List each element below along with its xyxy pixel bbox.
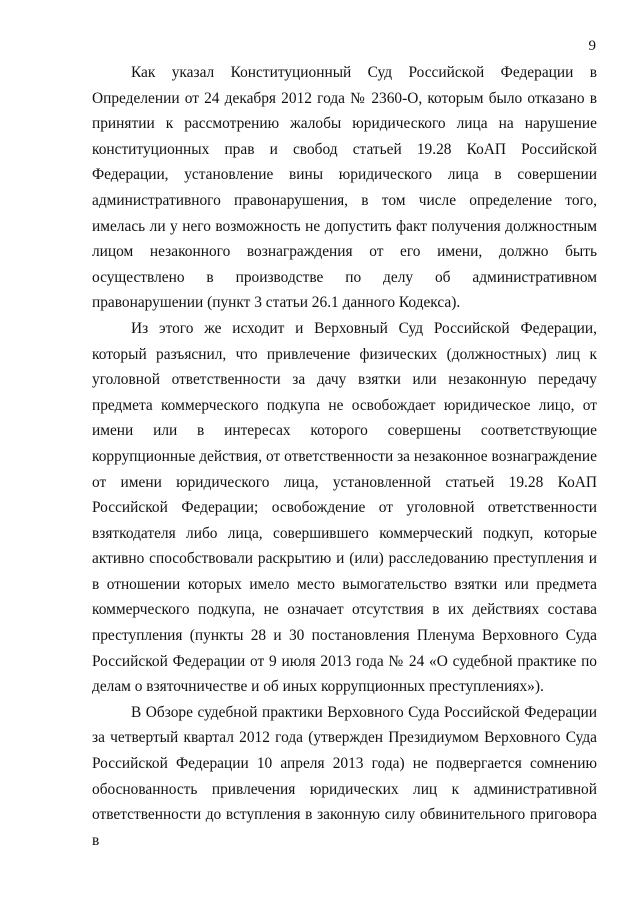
paragraph-2: Из этого же исходит и Верховный Суд Российской Федерации, который разъяснил, что привлечение физических (должностных) лиц к уголовной ответственности за дачу взятки или незаконную передачу предмета коммерческого подкупа не освобождает юридическое лицо, от имени или в интересах которого совершены соответствующие коррупционные действия, от ответственности за незаконное вознаграждение от имени юридического лица, установленной статьей 19.28 КоАП Российской Федерации; освобождение от уголовной ответственности взяткодателя либо лица, совершившего коммерческий подкуп, которые активно способствовали раскрытию и (или) расследованию преступления и в отношении которых имело место вымогательство взятки или предмета коммерческого подкупа, не означает отсутствия в их действиях состава преступления (пункты 28 и 30 постановления Пленума Верховного Суда Российской Федерации от 9 июля 2013 года № 24 «О судебной практике по делам о взяточничестве и об иных коррупционных преступлениях»).	[92, 319, 597, 696]
page-number: 9	[588, 38, 596, 54]
paragraph-1: Как указал Конституционный Суд Российской Федерации в Определении от 24 декабря 2012 года № 2360-О, которым было отказано в принятии к рассмотрению жалобы юридического лица на нарушение конституционных прав и свобод статьей 19.28 КоАП Российской Федерации, установление вины юридического лица в совершении административного правонарушения, в том числе определение того, имелась ли у него возможность не допустить факт получения должностным лицом незаконного вознаграждения от его имени, должно быть осуществлено в производстве по делу об административном правонарушении (пункт 3 статьи 26.1 данного Кодекса).	[92, 64, 597, 312]
document-body	[92, 60, 597, 853]
paragraph-3: В Обзоре судебной практики Верховного Суда Российской Федерации за четвертый квартал 2012 года (утвержден Президиумом Верховного Суда Российской Федерации 10 апреля 2013 года) не подвергается сомнению обоснованность привлечения юридических лиц к административной ответственности до вступления в законную силу обвинительного приговора в	[92, 703, 597, 849]
